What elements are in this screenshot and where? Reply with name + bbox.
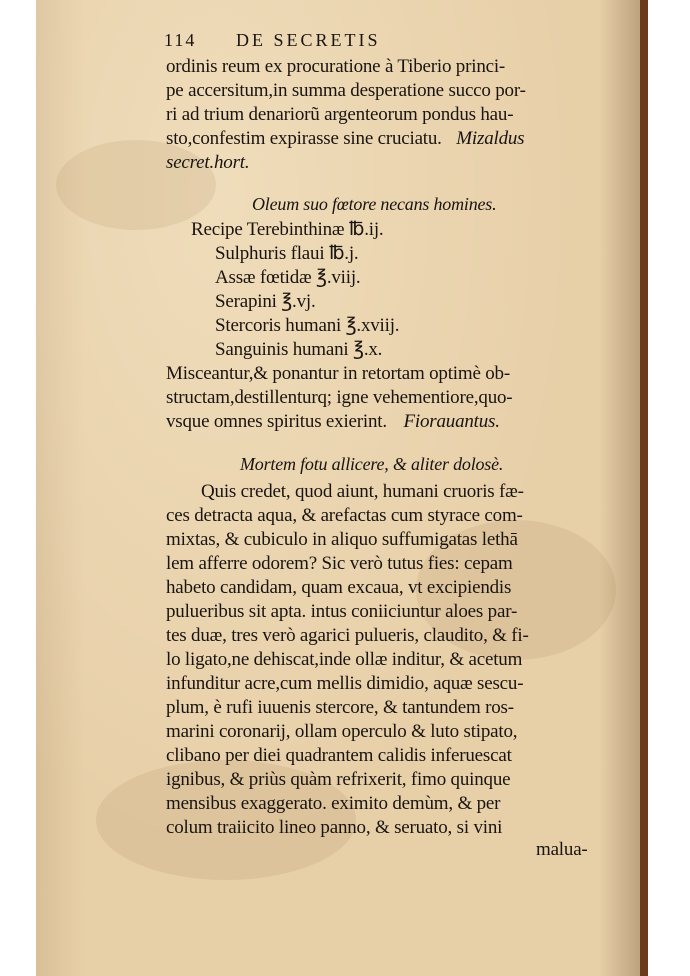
text-line: ces detracta aqua, & arefactas cum styrace com-	[166, 505, 523, 526]
text-line: ri ad trium denariorũ argenteorum pondus hau-	[166, 104, 514, 125]
text-line: tes duæ, tres verò agarici pulueris, claudito, & fi-	[166, 625, 529, 646]
text-segment: sto,confestim expirasse sine cruciatu.	[166, 128, 442, 149]
page-edge	[640, 0, 648, 976]
recipe-line: Sanguinis humani ℥.x.	[215, 339, 383, 360]
text-line: Misceantur,& ponantur in retortam optimè ob-	[166, 363, 510, 384]
citation-author: Fiorauantus.	[403, 411, 500, 432]
text-line	[166, 410, 500, 434]
recipe-line: Recipe Terebinthinæ ℔.ij.	[191, 219, 384, 240]
text-line: lo ligato,ne dehiscat,inde ollæ inditur, & acetum	[166, 649, 523, 670]
text-line: lem afferre odorem? Sic verò tutus fies: cepam	[166, 553, 513, 574]
book-page	[36, 0, 648, 976]
citation-author: Mizaldus	[456, 128, 525, 149]
text-line: ordinis reum ex procuratione à Tiberio princi-	[166, 56, 506, 77]
text-line: mixtas, & cubiculo in aliquo suffumigatas lethā	[166, 529, 518, 550]
text-line: colum traiicito lineo panno, & seruato, si vini	[166, 817, 503, 838]
text-line	[166, 127, 524, 151]
text-line: plum, è rufi iuuenis stercore, & tantundem ros-	[166, 697, 514, 718]
recipe-line: Assæ fœtidæ ℥.viij.	[215, 267, 361, 288]
section-title: Mortem fotu allicere, & aliter dolosè.	[240, 454, 504, 474]
text-line: pe accersitum,in summa desperatione succo por-	[166, 80, 526, 101]
catchword: malua-	[536, 839, 588, 860]
section-title: Oleum suo fœtore necans homines.	[252, 194, 497, 214]
text-line: structam,destillenturq; igne vehementiore,quo-	[166, 387, 513, 408]
recipe-line: Serapini ℥.vj.	[215, 291, 316, 312]
text-line: Quis credet, quod aiunt, humani cruoris fæ-	[201, 481, 524, 502]
text-line: habeto candidam, quam excaua, vt excipiendis	[166, 577, 512, 598]
text-line: pulueribus sit apta. intus coniiciuntur aloes par-	[166, 601, 518, 622]
text-line: marini coronarij, ollam operculo & luto stipato,	[166, 721, 518, 742]
page-number: 114	[164, 30, 197, 50]
text-line: ignibus, & priùs quàm refrixerit, fimo quinque	[166, 769, 511, 790]
recipe-line: Stercoris humani ℥.xviij.	[215, 315, 400, 336]
running-title: DE SECRETIS	[236, 30, 381, 50]
recipe-line: Sulphuris flaui ℔.j.	[215, 243, 359, 264]
text-line: clibano per diei quadrantem calidis inferuescat	[166, 745, 512, 766]
text-segment: vsque omnes spiritus exierint.	[166, 411, 387, 432]
text-line: mensibus exaggerato. eximito demùm, & per	[166, 793, 501, 814]
citation-work: secret.hort.	[166, 152, 250, 173]
text-line: infunditur acre,cum mellis dimidio, aquæ sescu-	[166, 673, 524, 694]
